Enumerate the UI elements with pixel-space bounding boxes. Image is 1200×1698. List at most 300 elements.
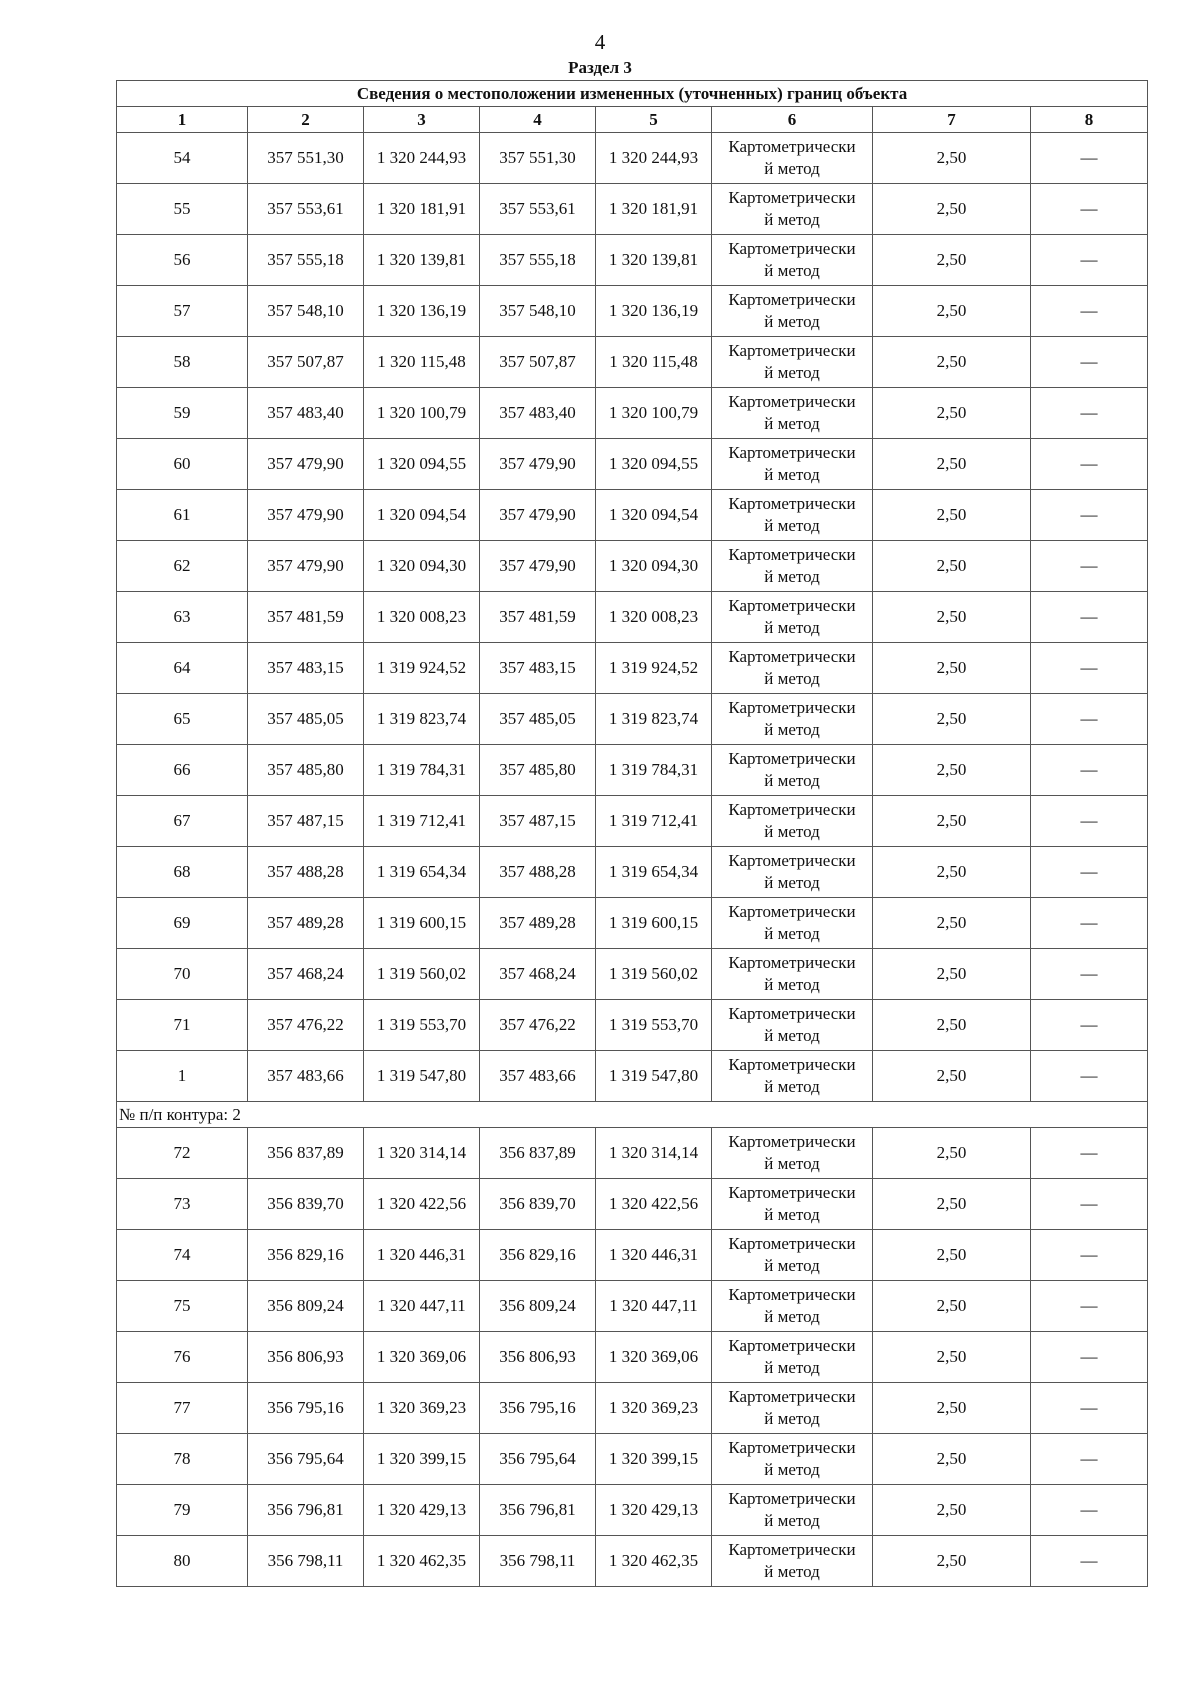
- old-y: 1 320 429,13: [364, 1485, 480, 1536]
- accuracy-cell: 2,50: [873, 1128, 1031, 1179]
- method-line1: Картометрически: [728, 1055, 856, 1074]
- method-line2: й метод: [764, 159, 820, 178]
- accuracy-cell: 2,50: [873, 949, 1031, 1000]
- table-row: [117, 286, 1148, 337]
- new-x: 356 795,16: [480, 1383, 596, 1434]
- note-cell: —: [1031, 235, 1148, 286]
- new-y: 1 320 447,11: [596, 1281, 712, 1332]
- old-x: 357 483,40: [248, 388, 364, 439]
- old-y: 1 319 547,80: [364, 1051, 480, 1102]
- new-y: 1 320 244,93: [596, 133, 712, 184]
- new-x: 357 555,18: [480, 235, 596, 286]
- note-cell: —: [1031, 1000, 1148, 1051]
- old-x: 357 487,15: [248, 796, 364, 847]
- method-cell: [712, 1230, 873, 1281]
- new-y: 1 320 422,56: [596, 1179, 712, 1230]
- column-header: 5: [596, 107, 712, 133]
- old-y: 1 320 115,48: [364, 337, 480, 388]
- column-header: 4: [480, 107, 596, 133]
- old-y: 1 320 094,30: [364, 541, 480, 592]
- point-number: 58: [117, 337, 248, 388]
- old-x: 357 488,28: [248, 847, 364, 898]
- method-cell: [712, 1179, 873, 1230]
- old-y: 1 319 560,02: [364, 949, 480, 1000]
- accuracy-cell: 2,50: [873, 643, 1031, 694]
- old-x: 356 837,89: [248, 1128, 364, 1179]
- method-cell: [712, 388, 873, 439]
- contour-label-row: [117, 1102, 1148, 1128]
- new-x: 357 548,10: [480, 286, 596, 337]
- note-cell: —: [1031, 1230, 1148, 1281]
- method-line2: й метод: [764, 924, 820, 943]
- note-cell: —: [1031, 796, 1148, 847]
- new-y: 1 320 139,81: [596, 235, 712, 286]
- new-x: 356 806,93: [480, 1332, 596, 1383]
- method-cell: [712, 1383, 873, 1434]
- table-row: [117, 1434, 1148, 1485]
- old-y: 1 320 422,56: [364, 1179, 480, 1230]
- note-cell: —: [1031, 1383, 1148, 1434]
- table-row: [117, 184, 1148, 235]
- method-line2: й метод: [764, 975, 820, 994]
- point-number: 70: [117, 949, 248, 1000]
- point-number: 76: [117, 1332, 248, 1383]
- table-row: [117, 133, 1148, 184]
- new-y: 1 320 008,23: [596, 592, 712, 643]
- note-cell: —: [1031, 133, 1148, 184]
- old-x: 356 806,93: [248, 1332, 364, 1383]
- new-y: 1 319 600,15: [596, 898, 712, 949]
- new-x: 356 809,24: [480, 1281, 596, 1332]
- note-cell: —: [1031, 949, 1148, 1000]
- point-number: 74: [117, 1230, 248, 1281]
- table-row: [117, 643, 1148, 694]
- method-cell: [712, 1536, 873, 1587]
- old-x: 357 481,59: [248, 592, 364, 643]
- note-cell: —: [1031, 898, 1148, 949]
- method-cell: [712, 184, 873, 235]
- method-cell: [712, 133, 873, 184]
- point-number: 60: [117, 439, 248, 490]
- method-line1: Картометрически: [728, 1489, 856, 1508]
- new-y: 1 319 553,70: [596, 1000, 712, 1051]
- method-line2: й метод: [764, 414, 820, 433]
- table-row: [117, 1485, 1148, 1536]
- boundary-coordinates-table: [116, 80, 1148, 1587]
- old-y: 1 319 553,70: [364, 1000, 480, 1051]
- method-line1: Картометрически: [728, 1132, 856, 1151]
- method-line1: Картометрически: [728, 902, 856, 921]
- table-row: [117, 1230, 1148, 1281]
- point-number: 1: [117, 1051, 248, 1102]
- old-x: 357 507,87: [248, 337, 364, 388]
- new-x: 357 551,30: [480, 133, 596, 184]
- old-y: 1 320 008,23: [364, 592, 480, 643]
- accuracy-cell: 2,50: [873, 1536, 1031, 1587]
- column-header-row: [117, 107, 1148, 133]
- method-line2: й метод: [764, 465, 820, 484]
- method-line1: Картометрически: [728, 1387, 856, 1406]
- old-x: 357 479,90: [248, 541, 364, 592]
- note-cell: —: [1031, 1128, 1148, 1179]
- table-row: [117, 1332, 1148, 1383]
- method-line1: Картометрически: [728, 851, 856, 870]
- point-number: 73: [117, 1179, 248, 1230]
- new-y: 1 320 399,15: [596, 1434, 712, 1485]
- old-y: 1 320 369,23: [364, 1383, 480, 1434]
- old-y: 1 320 399,15: [364, 1434, 480, 1485]
- method-line1: Картометрически: [728, 1183, 856, 1202]
- new-y: 1 320 369,23: [596, 1383, 712, 1434]
- point-number: 68: [117, 847, 248, 898]
- old-x: 357 479,90: [248, 490, 364, 541]
- method-cell: [712, 796, 873, 847]
- accuracy-cell: 2,50: [873, 1230, 1031, 1281]
- method-line2: й метод: [764, 1409, 820, 1428]
- accuracy-cell: 2,50: [873, 847, 1031, 898]
- accuracy-cell: 2,50: [873, 133, 1031, 184]
- table-row: [117, 1051, 1148, 1102]
- point-number: 71: [117, 1000, 248, 1051]
- method-cell: [712, 439, 873, 490]
- method-line2: й метод: [764, 567, 820, 586]
- old-x: 357 489,28: [248, 898, 364, 949]
- column-header: 2: [248, 107, 364, 133]
- old-y: 1 319 600,15: [364, 898, 480, 949]
- accuracy-cell: 2,50: [873, 337, 1031, 388]
- method-cell: [712, 694, 873, 745]
- method-cell: [712, 1000, 873, 1051]
- method-cell: [712, 490, 873, 541]
- table-caption: Сведения о местоположении измененных (уточненных) границ объекта: [117, 81, 1148, 107]
- column-header: 7: [873, 107, 1031, 133]
- point-number: 78: [117, 1434, 248, 1485]
- new-y: 1 320 429,13: [596, 1485, 712, 1536]
- table-row: [117, 337, 1148, 388]
- method-cell: [712, 643, 873, 694]
- method-cell: [712, 1128, 873, 1179]
- note-cell: —: [1031, 1434, 1148, 1485]
- table-row: [117, 847, 1148, 898]
- note-cell: —: [1031, 286, 1148, 337]
- old-y: 1 320 094,55: [364, 439, 480, 490]
- section-title: Раздел 3: [568, 58, 632, 77]
- method-line2: й метод: [764, 1256, 820, 1275]
- method-line2: й метод: [764, 669, 820, 688]
- note-cell: —: [1031, 184, 1148, 235]
- old-x: 357 551,30: [248, 133, 364, 184]
- point-number: 64: [117, 643, 248, 694]
- table-row: [117, 898, 1148, 949]
- method-line2: й метод: [764, 312, 820, 331]
- point-number: 55: [117, 184, 248, 235]
- method-cell: [712, 337, 873, 388]
- new-y: 1 320 446,31: [596, 1230, 712, 1281]
- new-y: 1 320 094,54: [596, 490, 712, 541]
- method-line2: й метод: [764, 1026, 820, 1045]
- table-caption-row: [117, 81, 1148, 107]
- new-y: 1 320 369,06: [596, 1332, 712, 1383]
- note-cell: —: [1031, 1051, 1148, 1102]
- method-cell: [712, 541, 873, 592]
- method-line1: Картометрически: [728, 188, 856, 207]
- new-y: 1 320 314,14: [596, 1128, 712, 1179]
- new-x: 357 468,24: [480, 949, 596, 1000]
- method-line1: Картометрически: [728, 953, 856, 972]
- method-line1: Картометрически: [728, 545, 856, 564]
- new-x: 357 481,59: [480, 592, 596, 643]
- method-cell: [712, 1434, 873, 1485]
- old-y: 1 320 446,31: [364, 1230, 480, 1281]
- old-y: 1 320 181,91: [364, 184, 480, 235]
- point-number: 59: [117, 388, 248, 439]
- new-x: 357 479,90: [480, 439, 596, 490]
- method-line1: Картометрически: [728, 290, 856, 309]
- new-x: 357 488,28: [480, 847, 596, 898]
- new-y: 1 319 654,34: [596, 847, 712, 898]
- old-x: 357 476,22: [248, 1000, 364, 1051]
- method-line1: Картометрически: [728, 647, 856, 666]
- old-y: 1 319 654,34: [364, 847, 480, 898]
- new-x: 357 479,90: [480, 541, 596, 592]
- new-y: 1 319 560,02: [596, 949, 712, 1000]
- method-line2: й метод: [764, 720, 820, 739]
- contour-label: № п/п контура: 2: [117, 1102, 1148, 1128]
- accuracy-cell: 2,50: [873, 1485, 1031, 1536]
- method-line2: й метод: [764, 1205, 820, 1224]
- new-y: 1 319 784,31: [596, 745, 712, 796]
- old-y: 1 320 100,79: [364, 388, 480, 439]
- note-cell: —: [1031, 1485, 1148, 1536]
- method-line1: Картометрически: [728, 596, 856, 615]
- new-x: 356 795,64: [480, 1434, 596, 1485]
- note-cell: —: [1031, 592, 1148, 643]
- table-row: [117, 541, 1148, 592]
- method-line2: й метод: [764, 210, 820, 229]
- method-line1: Картометрически: [728, 749, 856, 768]
- table-row: [117, 1179, 1148, 1230]
- point-number: 75: [117, 1281, 248, 1332]
- old-y: 1 320 369,06: [364, 1332, 480, 1383]
- method-line2: й метод: [764, 822, 820, 841]
- point-number: 80: [117, 1536, 248, 1587]
- new-x: 357 507,87: [480, 337, 596, 388]
- old-x: 356 796,81: [248, 1485, 364, 1536]
- note-cell: —: [1031, 439, 1148, 490]
- point-number: 65: [117, 694, 248, 745]
- accuracy-cell: 2,50: [873, 184, 1031, 235]
- note-cell: —: [1031, 1332, 1148, 1383]
- table-row: [117, 949, 1148, 1000]
- method-cell: [712, 898, 873, 949]
- table-row: [117, 235, 1148, 286]
- point-number: 79: [117, 1485, 248, 1536]
- method-line1: Картометрически: [728, 494, 856, 513]
- method-line2: й метод: [764, 516, 820, 535]
- old-x: 356 795,16: [248, 1383, 364, 1434]
- new-x: 356 798,11: [480, 1536, 596, 1587]
- point-number: 72: [117, 1128, 248, 1179]
- column-header: 6: [712, 107, 873, 133]
- new-x: 357 487,15: [480, 796, 596, 847]
- method-cell: [712, 847, 873, 898]
- table-row: [117, 1383, 1148, 1434]
- method-line1: Картометрически: [728, 698, 856, 717]
- note-cell: —: [1031, 388, 1148, 439]
- new-y: 1 320 115,48: [596, 337, 712, 388]
- new-y: 1 320 462,35: [596, 1536, 712, 1587]
- accuracy-cell: 2,50: [873, 898, 1031, 949]
- new-x: 356 829,16: [480, 1230, 596, 1281]
- new-y: 1 320 100,79: [596, 388, 712, 439]
- old-x: 357 483,66: [248, 1051, 364, 1102]
- accuracy-cell: 2,50: [873, 1051, 1031, 1102]
- method-line2: й метод: [764, 771, 820, 790]
- old-x: 357 555,18: [248, 235, 364, 286]
- method-line2: й метод: [764, 1460, 820, 1479]
- point-number: 77: [117, 1383, 248, 1434]
- accuracy-cell: 2,50: [873, 1434, 1031, 1485]
- old-x: 357 483,15: [248, 643, 364, 694]
- old-y: 1 320 139,81: [364, 235, 480, 286]
- method-line2: й метод: [764, 618, 820, 637]
- new-y: 1 319 924,52: [596, 643, 712, 694]
- method-line2: й метод: [764, 1358, 820, 1377]
- table-row: [117, 745, 1148, 796]
- point-number: 66: [117, 745, 248, 796]
- method-line1: Картометрически: [728, 1438, 856, 1457]
- method-line2: й метод: [764, 1511, 820, 1530]
- method-cell: [712, 235, 873, 286]
- new-x: 357 483,66: [480, 1051, 596, 1102]
- new-x: 356 796,81: [480, 1485, 596, 1536]
- old-x: 357 553,61: [248, 184, 364, 235]
- method-line2: й метод: [764, 1562, 820, 1581]
- old-x: 356 809,24: [248, 1281, 364, 1332]
- column-header: 8: [1031, 107, 1148, 133]
- method-line1: Картометрически: [728, 137, 856, 156]
- new-y: 1 320 094,55: [596, 439, 712, 490]
- method-line2: й метод: [764, 1077, 820, 1096]
- method-line1: Картометрически: [728, 392, 856, 411]
- old-y: 1 320 462,35: [364, 1536, 480, 1587]
- table-row: [117, 490, 1148, 541]
- method-line1: Картометрически: [728, 341, 856, 360]
- accuracy-cell: 2,50: [873, 388, 1031, 439]
- note-cell: —: [1031, 541, 1148, 592]
- old-y: 1 320 447,11: [364, 1281, 480, 1332]
- table-row: [117, 439, 1148, 490]
- method-cell: [712, 286, 873, 337]
- new-x: 357 476,22: [480, 1000, 596, 1051]
- accuracy-cell: 2,50: [873, 490, 1031, 541]
- table-row: [117, 388, 1148, 439]
- old-y: 1 319 924,52: [364, 643, 480, 694]
- note-cell: —: [1031, 1536, 1148, 1587]
- old-y: 1 320 244,93: [364, 133, 480, 184]
- method-line1: Картометрически: [728, 443, 856, 462]
- accuracy-cell: 2,50: [873, 235, 1031, 286]
- new-y: 1 319 712,41: [596, 796, 712, 847]
- method-line2: й метод: [764, 1307, 820, 1326]
- old-y: 1 320 136,19: [364, 286, 480, 337]
- accuracy-cell: 2,50: [873, 694, 1031, 745]
- new-y: 1 320 094,30: [596, 541, 712, 592]
- accuracy-cell: 2,50: [873, 1332, 1031, 1383]
- old-y: 1 319 712,41: [364, 796, 480, 847]
- method-cell: [712, 1332, 873, 1383]
- point-number: 56: [117, 235, 248, 286]
- accuracy-cell: 2,50: [873, 1179, 1031, 1230]
- method-line1: Картометрически: [728, 1285, 856, 1304]
- new-y: 1 319 547,80: [596, 1051, 712, 1102]
- page-number: 4: [594, 30, 606, 54]
- new-x: 356 839,70: [480, 1179, 596, 1230]
- old-y: 1 320 094,54: [364, 490, 480, 541]
- point-number: 61: [117, 490, 248, 541]
- method-cell: [712, 1281, 873, 1332]
- method-line1: Картометрически: [728, 800, 856, 819]
- accuracy-cell: 2,50: [873, 1281, 1031, 1332]
- method-line2: й метод: [764, 873, 820, 892]
- point-number: 63: [117, 592, 248, 643]
- method-cell: [712, 1485, 873, 1536]
- method-cell: [712, 1051, 873, 1102]
- old-x: 356 795,64: [248, 1434, 364, 1485]
- table-row: [117, 1536, 1148, 1587]
- method-cell: [712, 949, 873, 1000]
- method-line1: Картометрически: [728, 239, 856, 258]
- table-row: [117, 1128, 1148, 1179]
- method-line1: Картометрически: [728, 1336, 856, 1355]
- note-cell: —: [1031, 694, 1148, 745]
- new-x: 357 483,15: [480, 643, 596, 694]
- new-x: 357 489,28: [480, 898, 596, 949]
- table-row: [117, 694, 1148, 745]
- accuracy-cell: 2,50: [873, 541, 1031, 592]
- new-x: 357 479,90: [480, 490, 596, 541]
- old-x: 357 468,24: [248, 949, 364, 1000]
- table-row: [117, 592, 1148, 643]
- point-number: 57: [117, 286, 248, 337]
- method-line1: Картометрически: [728, 1234, 856, 1253]
- accuracy-cell: 2,50: [873, 1000, 1031, 1051]
- old-x: 356 798,11: [248, 1536, 364, 1587]
- old-x: 357 485,80: [248, 745, 364, 796]
- method-line2: й метод: [764, 1154, 820, 1173]
- old-y: 1 320 314,14: [364, 1128, 480, 1179]
- old-x: 356 829,16: [248, 1230, 364, 1281]
- table-row: [117, 796, 1148, 847]
- new-y: 1 319 823,74: [596, 694, 712, 745]
- table-row: [117, 1000, 1148, 1051]
- note-cell: —: [1031, 1281, 1148, 1332]
- new-y: 1 320 136,19: [596, 286, 712, 337]
- method-cell: [712, 745, 873, 796]
- method-line1: Картометрически: [728, 1004, 856, 1023]
- old-y: 1 319 784,31: [364, 745, 480, 796]
- note-cell: —: [1031, 847, 1148, 898]
- point-number: 62: [117, 541, 248, 592]
- note-cell: —: [1031, 1179, 1148, 1230]
- old-x: 357 548,10: [248, 286, 364, 337]
- note-cell: —: [1031, 745, 1148, 796]
- table-row: [117, 1281, 1148, 1332]
- new-x: 356 837,89: [480, 1128, 596, 1179]
- note-cell: —: [1031, 643, 1148, 694]
- column-header: 3: [364, 107, 480, 133]
- method-line2: й метод: [764, 261, 820, 280]
